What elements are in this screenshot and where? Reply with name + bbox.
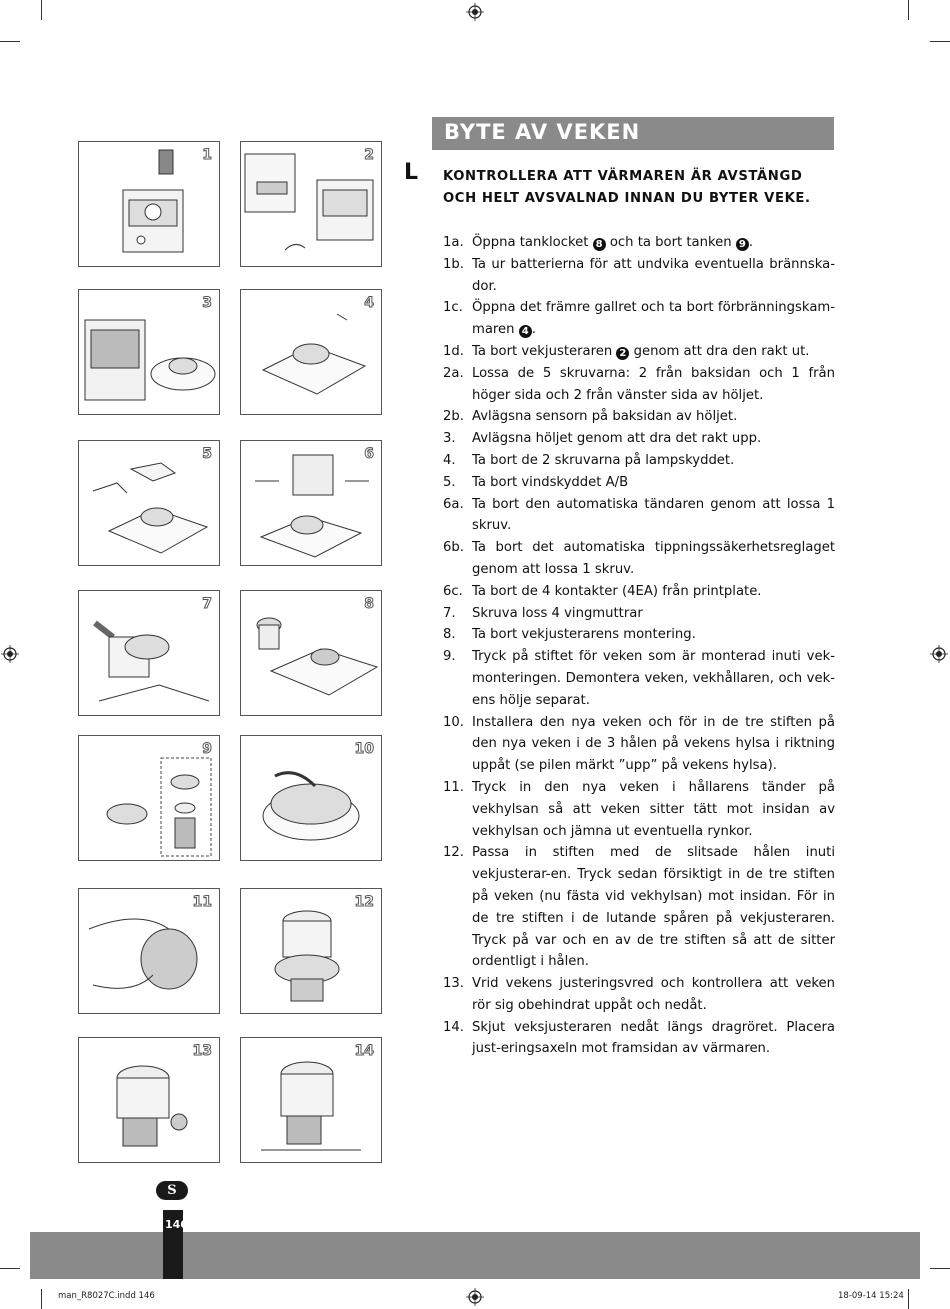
step-label: 12. (443, 845, 464, 861)
step-text: Tryck in den nya veken i hållarens tänder på vekhylsan så att veken sitter tätt mot insidan av vekhylsan och jämna ut eventuella rynkor. (472, 779, 835, 839)
step-text: Avlägsna höljet genom att dra det rakt upp. (472, 431, 762, 447)
figure-panel-9 (78, 735, 220, 861)
part-number-icon: 2 (616, 347, 629, 360)
step-label: 11. (443, 779, 464, 795)
step-label: 13. (443, 976, 464, 992)
step-item (443, 973, 835, 1017)
step-label: 2a. (443, 365, 464, 381)
figure-number: 1 (202, 147, 212, 163)
step-item (443, 363, 835, 407)
figure-panel-3 (78, 289, 220, 415)
step-label: 7. (443, 605, 456, 621)
step-label: 3. (443, 431, 456, 447)
figure-panel-10 (240, 735, 382, 861)
registration-mark-icon (1, 645, 19, 663)
step-text: Ta ur batterierna för att undvika eventuella brännska-dor. (472, 256, 835, 294)
page-number: 146 (165, 1218, 188, 1231)
figure-number: 8 (364, 596, 374, 612)
registration-mark-icon (466, 3, 484, 21)
figure-number: 6 (364, 446, 374, 462)
slug-right: 18-09-14 15:24 (838, 1291, 904, 1301)
step-item (443, 581, 835, 603)
figure-number: 12 (354, 894, 374, 910)
figure-number: 7 (202, 596, 212, 612)
step-item (443, 428, 835, 450)
crop-mark (41, 1289, 42, 1309)
crop-mark (930, 1268, 950, 1269)
step-item (443, 297, 835, 341)
step-item (443, 254, 835, 298)
crop-mark (0, 1268, 20, 1269)
registration-mark-icon (930, 645, 948, 663)
language-badge: S (156, 1181, 188, 1200)
wick-disassembly-illustration (79, 736, 220, 861)
step-text: Ta bort den automatiska tändaren genom att lossa 1 skruv. (472, 496, 835, 534)
figure-panel-12 (240, 888, 382, 1014)
part-number-icon: 4 (519, 325, 532, 338)
step-item (443, 624, 835, 646)
step-label: 9. (443, 649, 456, 665)
step-item (443, 450, 835, 472)
step-label: 10. (443, 714, 464, 730)
step-item (443, 777, 835, 842)
step-text: Ta bort vindskyddet A/B (472, 474, 629, 490)
crop-mark (41, 0, 42, 20)
step-item (443, 1017, 835, 1061)
step-label: 14. (443, 1019, 464, 1035)
step-text: Ta bort det automatiska tippningssäkerhetsreglaget genom att lossa 1 skruv. (472, 540, 835, 577)
slug-left: man_R8027C.indd 146 (58, 1291, 155, 1301)
figure-number: 5 (202, 446, 212, 462)
step-text: Skruva loss 4 vingmuttrar (472, 605, 643, 621)
step-text: Tryck på stiftet för veken som är monterad inuti vek-monteringen. Demontera veken, vekhållaren, och vek-ens hölje separat. (472, 649, 835, 708)
step-label: 1b. (443, 256, 464, 272)
step-item (443, 232, 835, 254)
step-text: Öppna tanklocket 8 och ta bort tanken 9 . (472, 235, 754, 250)
step-text: Vrid vekens justeringsvred och kontrollera att veken rör sig obehindrat uppåt och nedåt. (472, 976, 835, 1013)
crop-mark (0, 41, 20, 42)
figure-number: 3 (202, 295, 212, 311)
figure-panel-6 (240, 440, 382, 566)
figure-panel-4 (240, 289, 382, 415)
steps-list (443, 232, 835, 1060)
step-item (443, 406, 835, 428)
step-text: Ta bort vekjusteraren 2 genom att dra den rakt ut. (472, 343, 810, 359)
part-number-icon: 9 (736, 238, 749, 251)
crop-mark (930, 41, 950, 42)
figure-number: 11 (192, 894, 212, 910)
figure-number: 14 (354, 1043, 374, 1059)
step-label: 4. (443, 452, 456, 468)
step-text: Öppna det främre gallret och ta bort förbränningskam-maren 4 . (472, 300, 835, 338)
step-text: Ta bort de 4 kontakter (4EA) från printplate. (472, 583, 762, 599)
step-label: 6a. (443, 496, 464, 512)
burner-illustration (241, 290, 382, 415)
language-letter: L (404, 160, 419, 185)
step-text: Ta bort vekjusterarens montering. (472, 627, 696, 643)
registration-mark-icon (466, 1288, 484, 1306)
step-text: Avlägsna sensorn på baksidan av höljet. (472, 409, 738, 425)
step-label: 6c. (443, 583, 463, 599)
step-item (443, 603, 835, 625)
step-label: 5. (443, 474, 456, 490)
step-text: Installera den nya veken och för in de tre stiften på den nya veken i de 3 hålen på vekens hylsa i riktning uppåt (se pilen märkt ”upp” på vekens hylsa). (472, 714, 835, 774)
step-label: 2b. (443, 409, 464, 425)
step-item (443, 712, 835, 777)
step-text: Ta bort de 2 skruvarna på lampskyddet. (472, 452, 735, 468)
step-item (443, 537, 835, 581)
step-item (443, 472, 835, 494)
section-title-bar (432, 117, 834, 150)
step-item (443, 646, 835, 711)
step-item (443, 341, 835, 363)
step-text: Skjut veksjusteraren nedåt längs dragröret. Placera just-eringsaxeln mot framsidan av värmaren. (472, 1019, 835, 1057)
step-label: 1c. (443, 300, 463, 316)
step-label: 6b. (443, 540, 464, 556)
figure-number: 4 (364, 295, 374, 311)
step-label: 1a. (443, 235, 464, 250)
crop-mark (908, 0, 909, 20)
step-item (443, 842, 835, 973)
step-text: Passa in stiften med de slitsade hålen inuti vekjusterar-en. Tryck sedan försiktigt in de tre stiften på veken (nu fästa vid vekhylsan) mot insidan. För in de tre stiften i de lutande spåren på vekjusteraren. Tryck på var och en av de tre stiften så att de sitter ordentligt i hålen. (472, 845, 835, 970)
figure-panel-13 (78, 1037, 220, 1163)
figure-panel-11 (78, 888, 220, 1014)
circuit-board-illustration (241, 441, 382, 566)
figure-number: 9 (202, 741, 212, 757)
wind-shield-illustration (79, 441, 220, 566)
figure-panel-1 (78, 141, 220, 267)
crop-mark (908, 1289, 909, 1309)
figure-number: 13 (192, 1043, 212, 1059)
figure-panel-8 (240, 590, 382, 716)
figure-panel-5 (78, 440, 220, 566)
heater-battery-illustration (241, 142, 382, 267)
step-label: 1d. (443, 343, 464, 359)
figure-number: 10 (354, 741, 374, 757)
heater-illustration (79, 142, 220, 267)
step-item (443, 494, 835, 538)
figure-panel-14 (240, 1037, 382, 1163)
wick-adjuster-removal-illustration (241, 591, 382, 716)
step-label: 8. (443, 627, 456, 643)
figure-number: 2 (364, 147, 374, 163)
warning-text: KONTROLLERA ATT VÄRMAREN ÄR AVSTÄNGD OCH HELT AVSVALNAD INNAN DU BYTER VEKE. (443, 169, 811, 206)
step-text: Lossa de 5 skruvarna: 2 från baksidan och 1 från höger sida och 2 från vänster sida av höljet. (472, 365, 835, 403)
section-title: BYTE AV VEKEN (444, 120, 641, 144)
heater-grill-illustration (79, 290, 220, 415)
figure-panel-7 (78, 590, 220, 716)
wing-nut-illustration (79, 591, 220, 716)
figure-panel-2 (240, 141, 382, 267)
part-number-icon: 8 (593, 238, 606, 251)
